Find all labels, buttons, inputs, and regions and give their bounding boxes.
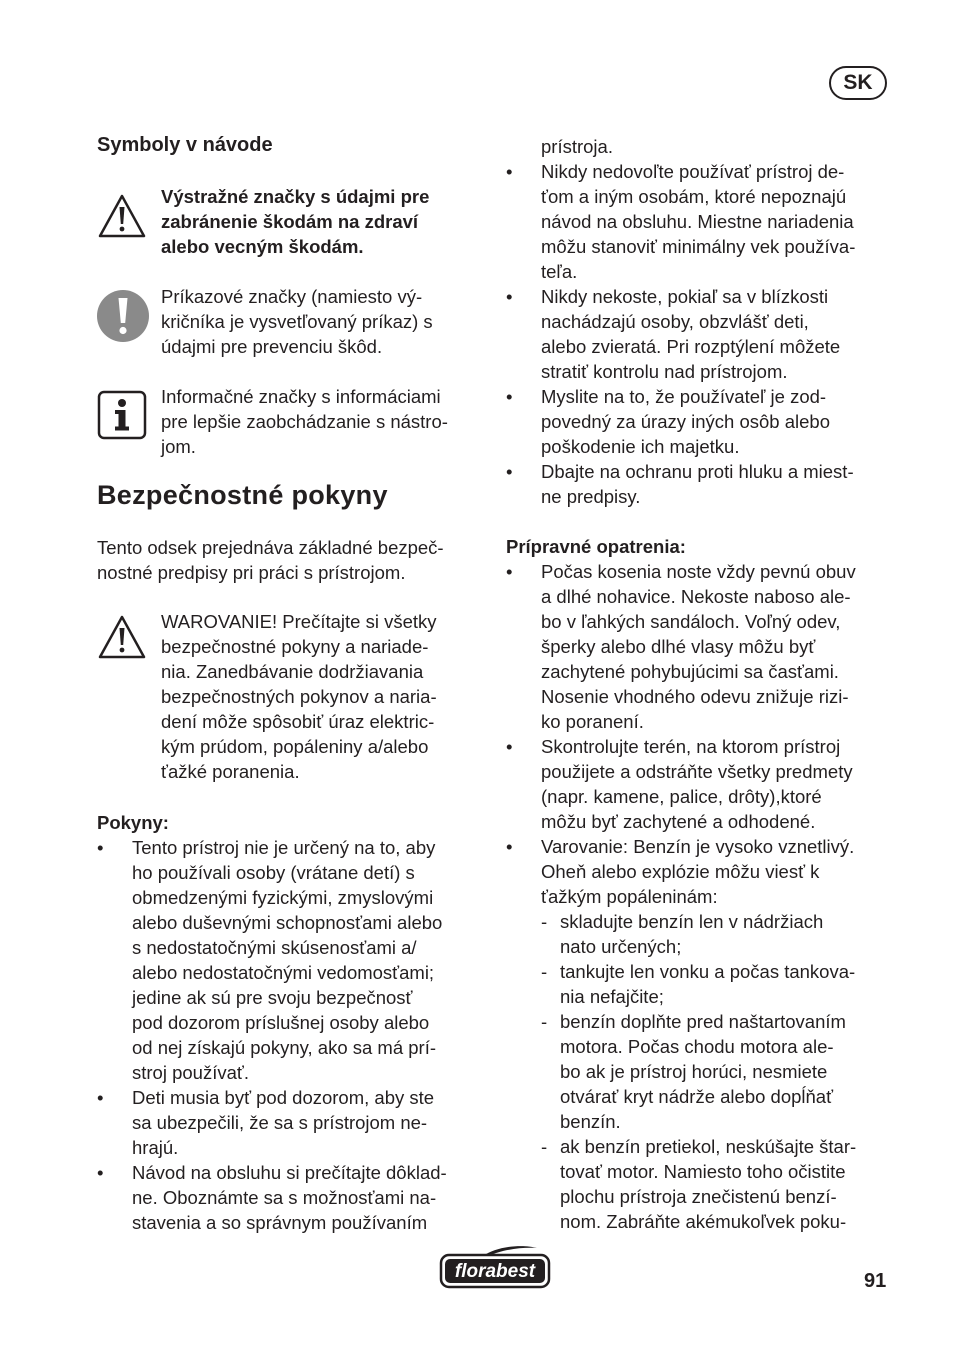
bullet: • (506, 386, 513, 407)
safety-heading: Bezpečnostné pokyny (97, 480, 388, 510)
list-item: • Deti musia byť pod dozorom, aby ste sa ubezpečili, že sa s prístrojom ne- hrajú. (97, 1087, 435, 1158)
sub-list-item: - skladujte benzín len v nádržiach nato určených; (541, 911, 824, 957)
bullet: • (506, 286, 513, 307)
dash: - (541, 1011, 548, 1032)
page-number: 91 (864, 1270, 887, 1292)
bullet: • (506, 161, 513, 182)
sub-list-item: - ak benzín pretiekol, neskúšajte štar- tovať motor. Namiesto toho očistite plochu prístroja znečistenú benzí- nom. Zabráňte akémukoľvek poku- (541, 1136, 857, 1232)
intro-paragraph: Tento odsek prejednáva základné bezpeč- nostné predpisy pri práci s prístrojom. (97, 537, 444, 583)
list-item: • Tento prístroj nie je určený na to, aby ho používali osoby (vrátane detí) s obmedzenými fyzickými, zmyslovými alebo duševnými schopnosťami alebo s nedostatočnými skúsenosťami a/ alebo nedostatočnými vedomosťami; jedine ak sú pre svoju bezpečnosť pod dozorom príslušnej osoby alebo od nej získajú pokyny, ako sa má prí- stroj používať. (97, 837, 443, 1083)
brand-wordmark: florabest (454, 1261, 536, 1282)
sub-list-item: - benzín doplňte pred naštartovaním motora. Počas chodu motora ale- bo ak je prístroj horúci, nesmiete otvárať kryt nádrže alebo dopĺňať benzín. (541, 1011, 846, 1132)
warning-triangle-icon (97, 614, 147, 660)
list-item: • Varovanie: Benzín je vysoko vznetlivý. Oheň alebo explózie môžu viesť k ťažkým popáleninám: - skladujte benzín len v nádržiach nato určených; - tankujte len vonku a počas tankova- nia nefajčite; - benzín doplňte pred naštartovaním motora. Počas chodu motora ale- bo ak je prístroj horúci, nesmiete otvárať kryt nádrže alebo dopĺňať benzín. - ak benzín pretiekol, neskúšajte štar- tovať motor. Namiesto toho očistite plochu prístroja znečistenú benzí- nom. Zabráňte akémukoľvek poku- (506, 834, 896, 1234)
warning-triangle-icon (97, 193, 147, 239)
list-item: • Skontrolujte terén, na ktorom prístroj použijete a odstráňte všetky predmety (napr. kamene, palice, drôty),ktoré môžu byť zachytené a odhodené. (506, 736, 853, 832)
florabest-logo (439, 1244, 551, 1290)
sub-list-item: - tankujte len vonku a počas tankova- nia nefajčite; (541, 961, 856, 1007)
petrol-sublist (541, 909, 896, 1234)
rules-list (506, 159, 896, 509)
symbol-command-text: Príkazové značky (namiesto vý- kričníka je vysvetľovaný príkaz) s údajmi pre prevenciu škôd. (161, 286, 433, 357)
bullet: • (506, 461, 513, 482)
language-badge: SK (829, 66, 887, 100)
symbol-warning-text: Výstražné značky s údajmi pre zabránenie škodám na zdraví alebo vecným škodám. (161, 186, 430, 257)
list-item: • Nikdy nekoste, pokiaľ sa v blízkosti nachádzajú osoby, obzvlášť deti, alebo zvieratá. Pri rozptýlení môžete stratiť kontrolu nad prístrojom. (506, 286, 841, 382)
pokyny-list (97, 835, 487, 1235)
bullet: • (506, 561, 513, 582)
preparation-list (506, 559, 896, 1234)
dash: - (541, 961, 548, 982)
list-item: • Nikdy nedovoľte používať prístroj de- ťom a iným osobám, ktoré nepoznajú návod na obsluhu. Miestne nariadenia môžu stanoviť minimálny vek používa- teľa. (506, 161, 856, 282)
bullet: • (97, 837, 104, 858)
symbol-info-text: Informačné značky s informáciami pre lepšie zaobchádzanie s nástro- jom. (161, 386, 448, 457)
list-item: • Návod na obsluhu si prečítajte dôklad- ne. Oboznámte sa s možnosťami na- stavenia a so správnym používaním (97, 1162, 447, 1233)
bullet: • (97, 1162, 104, 1183)
bullet: • (97, 1087, 104, 1108)
list-item: • Počas kosenia noste vždy pevnú obuv a dlhé nohavice. Nekoste naboso ale- bo v ľahkých sandáloch. Voľný odev, šperky alebo dlhé vlasy môžu byť zachytené pohybujúcimi sa časťami. Nosenie vhodného odevu znižuje rizi- ko poranení. (506, 561, 856, 732)
info-square-icon (97, 390, 147, 440)
bullet: • (506, 836, 513, 857)
dash: - (541, 911, 548, 932)
list-item: • Myslite na to, že používateľ je zod- povedný za úrazy iných osôb alebo poškodenie ich majetku. (506, 386, 830, 457)
list-item: • Dbajte na ochranu proti hluku a miest- ne predpisy. (506, 461, 854, 507)
continuation-text: prístroja. (541, 136, 613, 157)
dash: - (541, 1136, 548, 1157)
bullet: • (506, 736, 513, 757)
pokyny-label: Pokyny: (97, 812, 169, 833)
warning-paragraph: WAROVANIE! Prečítajte si všetky bezpečnostné pokyny a nariade- nia. Zanedbávanie dodržiavania bezpečnostných pokynov a naria- dení môže spôsobiť úraz elektric- kým prúdom, popáleniny a/alebo ťažké poranenia. (161, 611, 437, 782)
exclamation-circle-icon (96, 289, 150, 343)
symbols-heading: Symboly v návode (97, 134, 273, 156)
preparation-label: Prípravné opatrenia: (506, 536, 686, 557)
